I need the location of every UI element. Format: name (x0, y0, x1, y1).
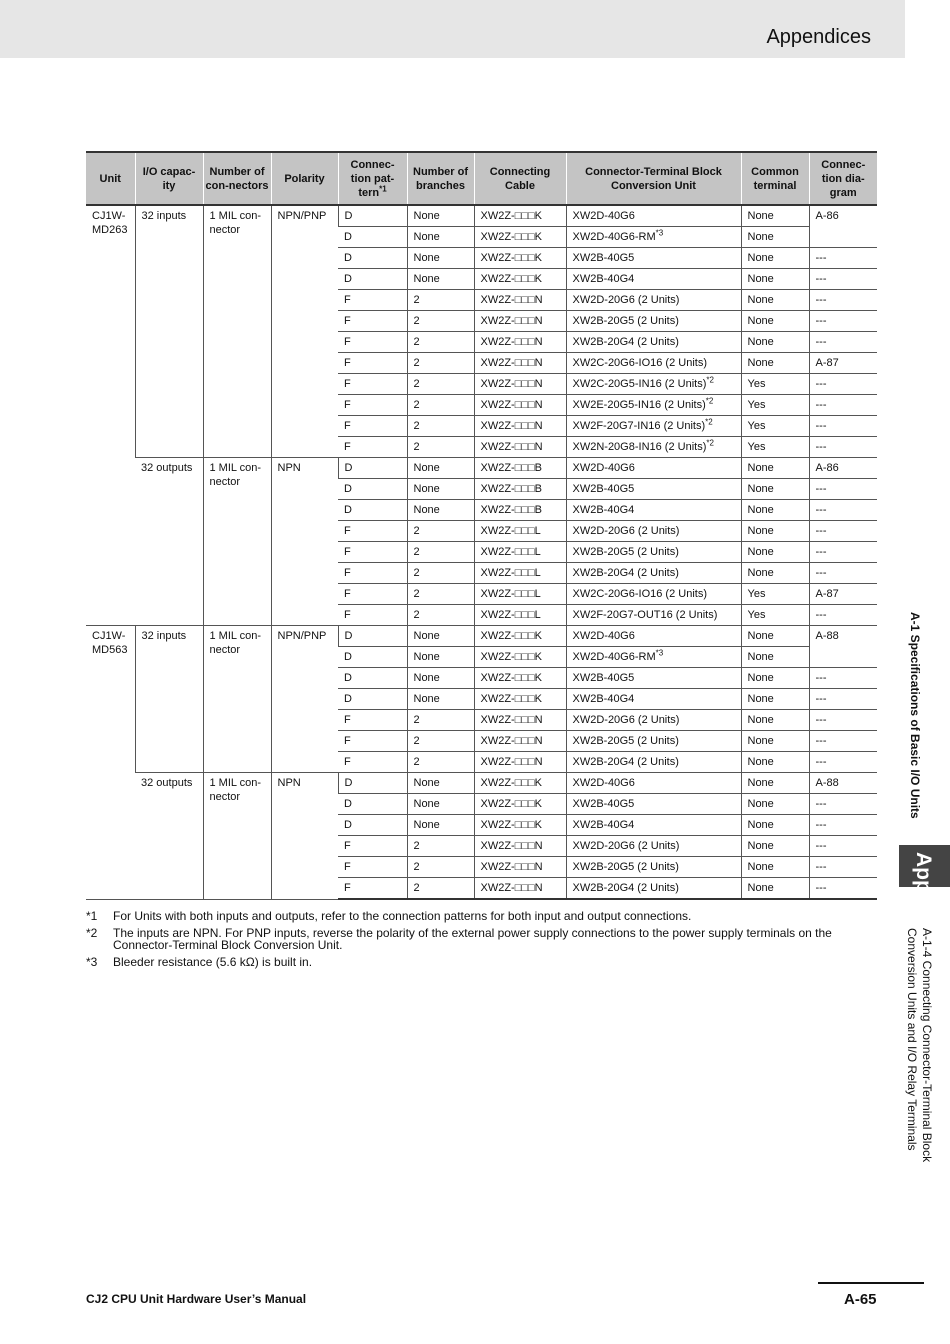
conversion-unit-model: XW2F-20G7-IN16 (2 Units) (572, 420, 706, 432)
conversion-unit-model: XW2D-40G6-RM (572, 231, 656, 243)
cell-diagram: --- (809, 395, 877, 416)
cell-diagram: --- (809, 248, 877, 269)
cell-conversion-unit (566, 605, 741, 626)
cell-diagram: --- (809, 311, 877, 332)
cell-cable: XW2Z-□□□N (474, 437, 566, 458)
appendix-tab-label: App (912, 852, 935, 893)
cell-polarity: NPN (271, 458, 338, 626)
cell-connectors: 1 MIL con-nector (203, 626, 271, 773)
table-header-row (86, 152, 877, 205)
cell-common-terminal: None (741, 668, 809, 689)
cell-conversion-unit (566, 815, 741, 836)
cell-branches: None (407, 205, 474, 227)
cell-common-terminal: None (741, 731, 809, 752)
cell-common-terminal: None (741, 836, 809, 857)
conversion-unit-model: XW2D-40G6 (572, 210, 635, 222)
cell-cable: XW2Z-□□□L (474, 542, 566, 563)
cell-pattern: F (338, 857, 407, 878)
cell-branches: 2 (407, 731, 474, 752)
cell-cable: XW2Z-□□□K (474, 794, 566, 815)
cell-common-terminal: None (741, 857, 809, 878)
header-title: Appendices (766, 26, 871, 48)
cell-diagram: --- (809, 605, 877, 626)
appendix-tab[interactable] (899, 845, 950, 893)
cell-branches: None (407, 668, 474, 689)
cell-conversion-unit (566, 500, 741, 521)
cell-diagram: --- (809, 437, 877, 458)
conversion-unit-model: XW2B-20G4 (2 Units) (572, 336, 679, 348)
cell-cable: XW2Z-□□□N (474, 416, 566, 437)
cell-conversion-unit (566, 521, 741, 542)
cell-cable: XW2Z-□□□K (474, 205, 566, 227)
cell-pattern: D (338, 689, 407, 710)
cell-diagram: --- (809, 878, 877, 900)
cell-unit: CJ1W-MD563 (86, 626, 135, 900)
footnote-mark: *3 (86, 955, 98, 969)
header-connection-pattern-note: *1 (379, 183, 387, 193)
footnote-text: Bleeder resistance (5.6 kΩ) is built in. (113, 955, 313, 969)
conversion-unit-model: XW2D-40G6 (572, 630, 635, 642)
cell-conversion-unit (566, 689, 741, 710)
cell-branches: 2 (407, 836, 474, 857)
cell-cable: XW2Z-□□□N (474, 374, 566, 395)
conversion-unit-model: XW2B-40G5 (572, 672, 635, 684)
cell-branches: 2 (407, 374, 474, 395)
cell-cable: XW2Z-□□□N (474, 395, 566, 416)
cell-cable: XW2Z-□□□K (474, 269, 566, 290)
cell-common-terminal: None (741, 521, 809, 542)
cell-pattern: D (338, 815, 407, 836)
cell-branches: None (407, 773, 474, 794)
footnote-reference: *3 (655, 648, 664, 658)
cell-common-terminal: None (741, 689, 809, 710)
table-row (86, 205, 877, 227)
cell-pattern: F (338, 836, 407, 857)
cell-conversion-unit (566, 794, 741, 815)
cell-branches: None (407, 458, 474, 479)
cell-conversion-unit (566, 710, 741, 731)
cell-pattern: F (338, 353, 407, 374)
cell-conversion-unit (566, 542, 741, 563)
cell-conversion-unit (566, 395, 741, 416)
cell-common-terminal: None (741, 878, 809, 900)
header-connection-pattern (338, 152, 407, 205)
cell-conversion-unit (566, 290, 741, 311)
cell-diagram: --- (809, 563, 877, 584)
cell-diagram: --- (809, 731, 877, 752)
cell-cable: XW2Z-□□□N (474, 836, 566, 857)
page-header (0, 0, 905, 58)
cell-diagram: A-86 (809, 458, 877, 479)
cell-conversion-unit (566, 563, 741, 584)
table-row (86, 626, 877, 647)
header-polarity: Polarity (271, 152, 338, 205)
cell-conversion-unit (566, 479, 741, 500)
cell-pattern: F (338, 437, 407, 458)
cell-pattern: D (338, 458, 407, 479)
cell-conversion-unit (566, 731, 741, 752)
conversion-unit-model: XW2B-40G4 (572, 819, 635, 831)
conversion-unit-model: XW2B-40G4 (572, 273, 635, 285)
cell-cable: XW2Z-□□□N (474, 353, 566, 374)
cell-branches: 2 (407, 605, 474, 626)
cell-cable: XW2Z-□□□N (474, 752, 566, 773)
cell-common-terminal: None (741, 290, 809, 311)
cell-pattern: F (338, 521, 407, 542)
cell-diagram: --- (809, 815, 877, 836)
cell-branches: 2 (407, 857, 474, 878)
cell-common-terminal: None (741, 311, 809, 332)
conversion-unit-model: XW2B-40G4 (572, 693, 635, 705)
cell-branches: None (407, 626, 474, 647)
connection-table (86, 151, 877, 900)
cell-cable: XW2Z-□□□L (474, 563, 566, 584)
cell-conversion-unit (566, 205, 741, 227)
cell-common-terminal: None (741, 458, 809, 479)
cell-branches: 2 (407, 521, 474, 542)
cell-branches: 2 (407, 353, 474, 374)
cell-pattern: D (338, 269, 407, 290)
cell-cable: XW2Z-□□□K (474, 227, 566, 248)
cell-cable: XW2Z-□□□N (474, 857, 566, 878)
cell-diagram: --- (809, 374, 877, 395)
cell-pattern: D (338, 227, 407, 248)
cell-pattern: F (338, 311, 407, 332)
cell-branches: None (407, 794, 474, 815)
cell-common-terminal: None (741, 248, 809, 269)
conversion-unit-model: XW2F-20G7-OUT16 (2 Units) (572, 609, 718, 621)
cell-pattern: D (338, 248, 407, 269)
cell-pattern: F (338, 752, 407, 773)
cell-cable: XW2Z-□□□N (474, 332, 566, 353)
cell-cable: XW2Z-□□□K (474, 248, 566, 269)
cell-diagram: A-87 (809, 584, 877, 605)
cell-diagram: --- (809, 521, 877, 542)
cell-conversion-unit (566, 773, 741, 794)
cell-common-terminal: Yes (741, 374, 809, 395)
conversion-unit-model: XW2D-20G6 (2 Units) (572, 525, 680, 537)
table-row (86, 458, 877, 479)
cell-conversion-unit (566, 836, 741, 857)
cell-branches: 2 (407, 710, 474, 731)
cell-io: 32 inputs (135, 205, 203, 458)
cell-common-terminal: None (741, 752, 809, 773)
cell-cable: XW2Z-□□□N (474, 311, 566, 332)
conversion-unit-model: XW2C-20G6-IO16 (2 Units) (572, 588, 707, 600)
cell-common-terminal: None (741, 205, 809, 227)
cell-pattern: F (338, 710, 407, 731)
cell-diagram: --- (809, 794, 877, 815)
cell-cable: XW2Z-□□□K (474, 815, 566, 836)
cell-pattern: F (338, 395, 407, 416)
sidebar-subsection-line-2: Conversion Units and I/O Relay Terminals (905, 928, 919, 1151)
conversion-unit-model: XW2B-20G4 (2 Units) (572, 756, 679, 768)
cell-pattern: D (338, 794, 407, 815)
cell-branches: None (407, 647, 474, 668)
header-unit: Unit (86, 152, 135, 205)
cell-connectors: 1 MIL con-nector (203, 458, 271, 626)
cell-conversion-unit (566, 353, 741, 374)
cell-conversion-unit (566, 227, 741, 248)
footnote-reference: *3 (655, 228, 664, 238)
cell-diagram: --- (809, 416, 877, 437)
cell-common-terminal: Yes (741, 395, 809, 416)
conversion-unit-model: XW2B-20G5 (2 Units) (572, 735, 679, 747)
cell-pattern: F (338, 731, 407, 752)
cell-diagram: --- (809, 332, 877, 353)
cell-branches: None (407, 689, 474, 710)
cell-pattern: F (338, 374, 407, 395)
cell-cable: XW2Z-□□□L (474, 584, 566, 605)
footer-rule (818, 1282, 924, 1284)
cell-cable: XW2Z-□□□K (474, 626, 566, 647)
cell-branches: None (407, 227, 474, 248)
conversion-unit-model: XW2C-20G5-IN16 (2 Units) (572, 378, 707, 390)
cell-cable: XW2Z-□□□L (474, 521, 566, 542)
cell-branches: 2 (407, 416, 474, 437)
cell-diagram: A-88 (809, 626, 877, 668)
cell-pattern: D (338, 205, 407, 227)
cell-cable: XW2Z-□□□L (474, 605, 566, 626)
cell-conversion-unit (566, 374, 741, 395)
conversion-unit-model: XW2E-20G5-IN16 (2 Units) (572, 399, 706, 411)
header-io-capacity: I/O capac-ity (135, 152, 203, 205)
cell-io: 32 inputs (135, 626, 203, 773)
page-number: A-65 (844, 1291, 877, 1308)
footnote-reference: *2 (705, 396, 714, 406)
cell-pattern: D (338, 668, 407, 689)
cell-common-terminal: None (741, 479, 809, 500)
cell-conversion-unit (566, 626, 741, 647)
conversion-unit-model: XW2B-20G5 (2 Units) (572, 315, 679, 327)
conversion-unit-model: XW2N-20G8-IN16 (2 Units) (572, 441, 707, 453)
cell-diagram: --- (809, 668, 877, 689)
cell-diagram: --- (809, 689, 877, 710)
conversion-unit-model: XW2B-20G5 (2 Units) (572, 861, 679, 873)
cell-io: 32 outputs (135, 773, 203, 900)
cell-diagram: --- (809, 479, 877, 500)
cell-cable: XW2Z-□□□K (474, 773, 566, 794)
cell-conversion-unit (566, 668, 741, 689)
cell-cable: XW2Z-□□□K (474, 689, 566, 710)
cell-common-terminal: Yes (741, 584, 809, 605)
cell-branches: None (407, 815, 474, 836)
cell-diagram: --- (809, 857, 877, 878)
cell-common-terminal: None (741, 227, 809, 248)
header-conversion-unit: Connector-Terminal Block Conversion Unit (566, 152, 741, 205)
cell-branches: 2 (407, 290, 474, 311)
cell-common-terminal: None (741, 647, 809, 668)
cell-branches: 2 (407, 542, 474, 563)
cell-cable: XW2Z-□□□B (474, 458, 566, 479)
cell-common-terminal: Yes (741, 416, 809, 437)
conversion-unit-model: XW2B-20G4 (2 Units) (572, 882, 679, 894)
conversion-unit-model: XW2D-40G6 (572, 462, 635, 474)
conversion-unit-model: XW2C-20G6-IO16 (2 Units) (572, 357, 707, 369)
table-row (86, 773, 877, 794)
cell-branches: 2 (407, 437, 474, 458)
footnotes (86, 910, 878, 973)
cell-io: 32 outputs (135, 458, 203, 626)
cell-common-terminal: None (741, 773, 809, 794)
cell-pattern: F (338, 542, 407, 563)
footnote-text: For Units with both inputs and outputs, refer to the connection patterns for both input and output connections. (113, 909, 692, 923)
footnote-mark: *2 (86, 926, 98, 940)
table-body (86, 205, 877, 899)
cell-diagram: A-88 (809, 773, 877, 794)
cell-pattern: D (338, 626, 407, 647)
conversion-unit-model: XW2B-20G5 (2 Units) (572, 546, 679, 558)
cell-conversion-unit (566, 878, 741, 900)
header-connection-diagram: Connec-tion dia-gram (809, 152, 877, 205)
header-connecting-cable: Connecting Cable (474, 152, 566, 205)
cell-pattern: F (338, 332, 407, 353)
footnote-1 (86, 910, 878, 922)
cell-common-terminal: None (741, 626, 809, 647)
cell-polarity: NPN/PNP (271, 205, 338, 458)
footnote-reference: *2 (706, 375, 714, 385)
cell-branches: 2 (407, 311, 474, 332)
header-number-of-connectors: Number of con-nectors (203, 152, 271, 205)
cell-diagram: A-87 (809, 353, 877, 374)
cell-branches: 2 (407, 332, 474, 353)
cell-branches: 2 (407, 395, 474, 416)
conversion-unit-model: XW2D-20G6 (2 Units) (572, 840, 680, 852)
cell-common-terminal: None (741, 500, 809, 521)
sidebar-section-title: A-1 Specifications of Basic I/O Units (908, 612, 922, 819)
cell-cable: XW2Z-□□□B (474, 479, 566, 500)
cell-pattern: D (338, 500, 407, 521)
cell-cable: XW2Z-□□□K (474, 668, 566, 689)
cell-connectors: 1 MIL con-nector (203, 205, 271, 458)
cell-polarity: NPN/PNP (271, 626, 338, 773)
cell-conversion-unit (566, 332, 741, 353)
cell-branches: None (407, 248, 474, 269)
cell-pattern: D (338, 647, 407, 668)
footnote-reference: *2 (705, 417, 713, 427)
cell-pattern: D (338, 773, 407, 794)
cell-common-terminal: None (741, 332, 809, 353)
footnote-3 (86, 956, 878, 968)
cell-pattern: F (338, 563, 407, 584)
cell-branches: 2 (407, 878, 474, 900)
cell-cable: XW2Z-□□□N (474, 710, 566, 731)
cell-pattern: F (338, 416, 407, 437)
sidebar-subsection-line-1: A-1-4 Connecting Connector-Terminal Block (920, 928, 934, 1163)
conversion-unit-model: XW2B-40G5 (572, 252, 635, 264)
cell-common-terminal: None (741, 353, 809, 374)
cell-branches: 2 (407, 563, 474, 584)
cell-diagram: --- (809, 500, 877, 521)
cell-branches: None (407, 479, 474, 500)
conversion-unit-model: XW2D-40G6 (572, 777, 635, 789)
cell-conversion-unit (566, 437, 741, 458)
cell-diagram: --- (809, 710, 877, 731)
cell-pattern: D (338, 479, 407, 500)
header-connection-pattern-label: Connec-tion pat-tern (350, 158, 395, 199)
cell-cable: XW2Z-□□□N (474, 878, 566, 900)
footnote-2 (86, 927, 878, 951)
cell-cable: XW2Z-□□□B (474, 500, 566, 521)
conversion-unit-model: XW2B-20G4 (2 Units) (572, 567, 679, 579)
cell-branches: None (407, 500, 474, 521)
cell-common-terminal: Yes (741, 605, 809, 626)
cell-conversion-unit (566, 647, 741, 668)
cell-branches: 2 (407, 752, 474, 773)
footnote-text: The inputs are NPN. For PNP inputs, reverse the polarity of the external power supply connections to the power supply terminals on the Connector-Terminal Block Conversion Unit. (113, 926, 832, 952)
cell-conversion-unit (566, 752, 741, 773)
cell-common-terminal: Yes (741, 437, 809, 458)
cell-diagram: --- (809, 836, 877, 857)
cell-conversion-unit (566, 269, 741, 290)
cell-conversion-unit (566, 584, 741, 605)
cell-diagram: --- (809, 542, 877, 563)
conversion-unit-model: XW2B-40G5 (572, 483, 635, 495)
cell-branches: None (407, 269, 474, 290)
header-number-of-branches: Number of branches (407, 152, 474, 205)
footer-manual-title: CJ2 CPU Unit Hardware User’s Manual (86, 1292, 307, 1306)
cell-connectors: 1 MIL con-nector (203, 773, 271, 900)
conversion-unit-model: XW2D-40G6-RM (572, 651, 656, 663)
cell-conversion-unit (566, 416, 741, 437)
cell-conversion-unit (566, 458, 741, 479)
cell-pattern: F (338, 290, 407, 311)
cell-diagram: --- (809, 290, 877, 311)
cell-pattern: F (338, 605, 407, 626)
cell-cable: XW2Z-□□□N (474, 290, 566, 311)
cell-diagram: --- (809, 269, 877, 290)
cell-diagram: --- (809, 752, 877, 773)
cell-pattern: F (338, 878, 407, 900)
cell-common-terminal: None (741, 710, 809, 731)
cell-cable: XW2Z-□□□K (474, 647, 566, 668)
cell-common-terminal: None (741, 815, 809, 836)
conversion-unit-model: XW2D-20G6 (2 Units) (572, 714, 680, 726)
cell-branches: 2 (407, 584, 474, 605)
conversion-unit-model: XW2B-40G5 (572, 798, 635, 810)
header-common-terminal: Common terminal (741, 152, 809, 205)
footnote-reference: *2 (706, 438, 714, 448)
cell-common-terminal: None (741, 269, 809, 290)
cell-diagram: A-86 (809, 205, 877, 248)
cell-conversion-unit (566, 311, 741, 332)
cell-unit: CJ1W-MD263 (86, 205, 135, 626)
conversion-unit-model: XW2D-20G6 (2 Units) (572, 294, 680, 306)
cell-common-terminal: None (741, 794, 809, 815)
cell-polarity: NPN (271, 773, 338, 900)
cell-cable: XW2Z-□□□N (474, 731, 566, 752)
footnote-mark: *1 (86, 909, 98, 923)
cell-pattern: F (338, 584, 407, 605)
cell-common-terminal: None (741, 542, 809, 563)
cell-conversion-unit (566, 248, 741, 269)
cell-common-terminal: None (741, 563, 809, 584)
cell-conversion-unit (566, 857, 741, 878)
conversion-unit-model: XW2B-40G4 (572, 504, 635, 516)
